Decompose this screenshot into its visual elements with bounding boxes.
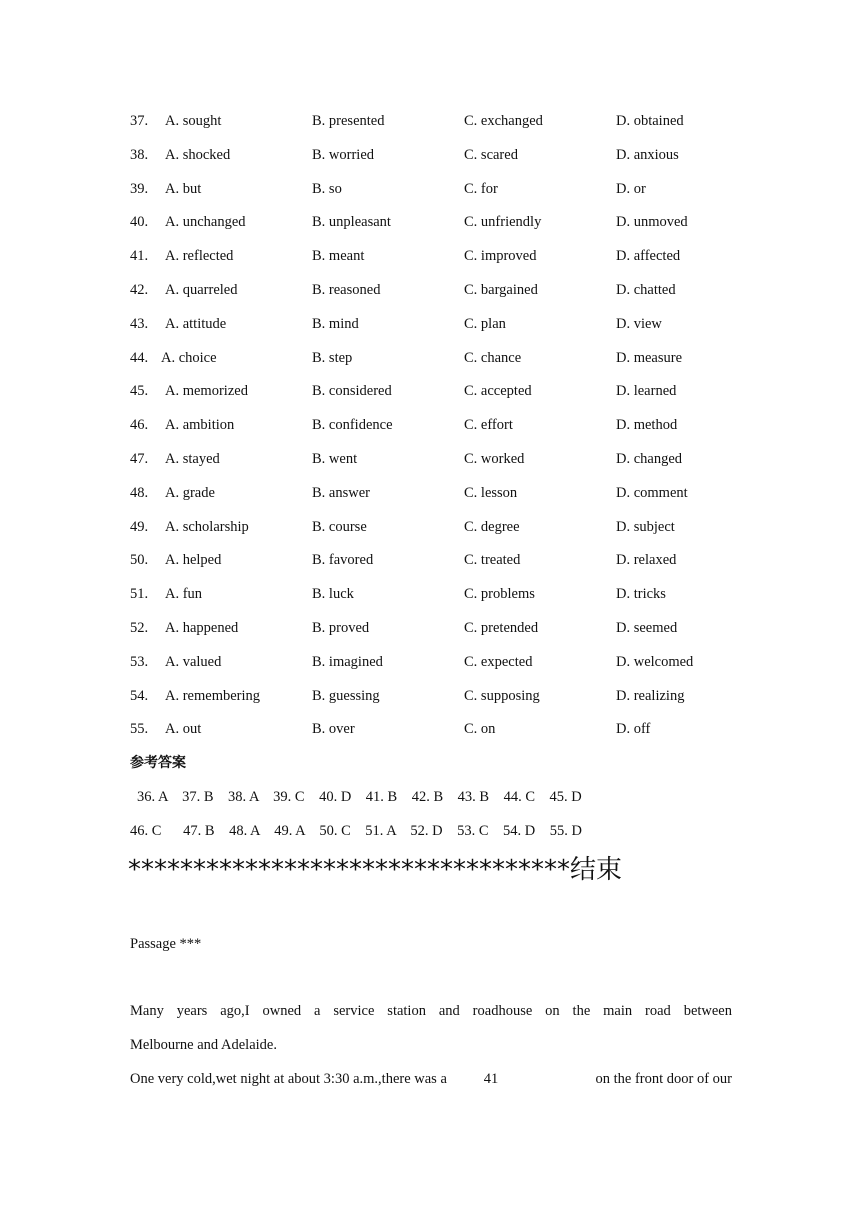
question-number: 54. [130, 687, 149, 704]
passage-line-2: Melbourne and Adelaide. [130, 1037, 277, 1053]
option-d: D. view [616, 315, 662, 332]
blank-41: 41 [483, 1071, 499, 1087]
question-row [0, 483, 860, 503]
option-b: B. imagined [312, 653, 383, 670]
question-row [0, 145, 860, 165]
answer-key-line-1: 36. A 37. B 38. A 39. C 40. D 41. B 42. B 43. B 44. C 45. D [137, 789, 582, 805]
option-d: D. obtained [616, 113, 684, 129]
option-d: D. unmoved [616, 214, 688, 231]
question-number: 52. [130, 620, 149, 636]
question-row [0, 584, 860, 604]
question-number: 39. [130, 180, 149, 197]
question-row [0, 381, 860, 401]
question-row [0, 348, 860, 368]
question-row [0, 415, 860, 435]
question-number: 55. [130, 721, 149, 738]
question-row [0, 550, 860, 570]
option-b: B. worried [312, 146, 375, 163]
passage-line-1: Many years ago,I owned a service station and roadhouse on the main road between [130, 1003, 732, 1019]
option-b: B. guessing [312, 687, 380, 704]
option-d: D. welcomed [616, 653, 694, 670]
question-row [0, 314, 860, 334]
option-d: D. comment [616, 484, 688, 501]
question-row [0, 719, 860, 739]
option-c: C. treated [464, 552, 521, 569]
question-row [0, 246, 860, 266]
option-a: A. unchanged [165, 214, 246, 231]
option-a: A. out [165, 721, 202, 738]
option-c: C. plan [464, 315, 506, 332]
option-c: C. unfriendly [464, 214, 542, 231]
option-a: A. but [165, 180, 202, 197]
question-row [0, 686, 860, 706]
option-a: A. ambition [165, 417, 235, 434]
question-number: 41. [130, 248, 149, 265]
passage-title: Passage *** [130, 936, 202, 952]
passage-line-3-end: on the front door of our [595, 1071, 732, 1087]
option-d: D. seemed [616, 620, 678, 636]
option-c: C. expected [464, 653, 533, 670]
option-c: C. improved [464, 248, 537, 265]
option-a: A. remembering [165, 687, 261, 704]
passage-line-3 [130, 1068, 732, 1090]
option-b: B. reasoned [312, 282, 381, 298]
option-b: B. so [312, 180, 342, 197]
option-d: D. anxious [616, 146, 679, 163]
option-c: C. pretended [464, 620, 539, 636]
question-row [0, 517, 860, 537]
option-a: A. valued [165, 653, 222, 670]
option-c: C. lesson [464, 484, 518, 501]
option-a: A. choice [161, 349, 217, 366]
option-d: D. or [616, 180, 646, 197]
question-number: 48. [130, 484, 149, 501]
question-number: 51. [130, 586, 149, 603]
question-number: 40. [130, 214, 149, 231]
question-row [0, 618, 860, 638]
option-d: D. subject [616, 518, 675, 535]
option-d: D. learned [616, 383, 677, 400]
option-b: B. proved [312, 620, 370, 636]
option-c: C. on [464, 721, 496, 738]
question-row [0, 652, 860, 672]
option-d: D. off [616, 721, 651, 738]
option-c: C. chance [464, 349, 522, 366]
option-b: B. presented [312, 113, 385, 129]
option-c: C. degree [464, 518, 520, 535]
option-a: A. fun [165, 586, 203, 603]
option-b: B. answer [312, 484, 370, 501]
question-row [0, 449, 860, 469]
answer-key-line-2: 46. C 47. B 48. A 49. A 50. C 51. A 52. D 53. C 54. D 55. D [130, 823, 582, 839]
question-number: 47. [130, 451, 149, 467]
option-d: D. affected [616, 248, 681, 265]
question-row [0, 179, 860, 199]
option-a: A. reflected [165, 248, 234, 265]
option-b: B. mind [312, 315, 359, 332]
option-c: C. bargained [464, 282, 538, 298]
option-b: B. meant [312, 248, 365, 265]
option-a: A. happened [165, 620, 239, 636]
option-d: D. measure [616, 349, 683, 366]
option-a: A. sought [165, 113, 222, 129]
option-b: B. favored [312, 552, 374, 569]
question-number: 50. [130, 552, 149, 569]
option-c: C. exchanged [464, 113, 543, 129]
option-b: B. over [312, 721, 355, 738]
question-number: 46. [130, 417, 149, 434]
option-a: A. quarreled [165, 282, 238, 298]
option-b: B. luck [312, 586, 354, 603]
option-c: C. worked [464, 451, 525, 467]
question-number: 53. [130, 653, 149, 670]
option-d: D. method [616, 417, 678, 434]
question-number: 43. [130, 315, 149, 332]
question-row [0, 212, 860, 232]
option-a: A. helped [165, 552, 222, 569]
question-number: 45. [130, 383, 149, 400]
option-c: C. accepted [464, 383, 532, 400]
option-b: B. confidence [312, 417, 393, 434]
option-a: A. memorized [165, 383, 248, 400]
question-number: 38. [130, 146, 149, 163]
option-d: D. chatted [616, 282, 676, 298]
option-c: C. scared [464, 146, 518, 163]
passage-line-3-start: One very cold,wet night at about 3:30 a.m.,there was a [130, 1071, 447, 1087]
question-number: 44. [130, 349, 149, 366]
option-d: D. changed [616, 451, 683, 467]
option-a: A. scholarship [165, 518, 249, 535]
option-d: D. relaxed [616, 552, 677, 569]
option-b: B. considered [312, 383, 392, 400]
option-d: D. tricks [616, 586, 666, 603]
option-a: A. attitude [165, 315, 227, 332]
question-number: 37. [130, 113, 149, 129]
question-number: 42. [130, 282, 149, 298]
option-c: C. for [464, 180, 498, 197]
option-a: A. shocked [165, 146, 231, 163]
option-c: C. problems [464, 586, 535, 603]
option-a: A. grade [165, 484, 215, 501]
question-number: 49. [130, 518, 149, 535]
option-a: A. stayed [165, 451, 220, 467]
option-b: B. course [312, 518, 367, 535]
option-b: B. went [312, 451, 358, 467]
question-row [0, 280, 860, 300]
option-c: C. supposing [464, 687, 540, 704]
option-b: B. unpleasant [312, 214, 391, 231]
option-b: B. step [312, 349, 353, 366]
option-c: C. effort [464, 417, 513, 434]
option-d: D. realizing [616, 687, 685, 704]
end-marker: **********************************结束 [128, 855, 623, 885]
answers-heading: 参考答案 [130, 755, 186, 771]
question-row [0, 111, 860, 131]
